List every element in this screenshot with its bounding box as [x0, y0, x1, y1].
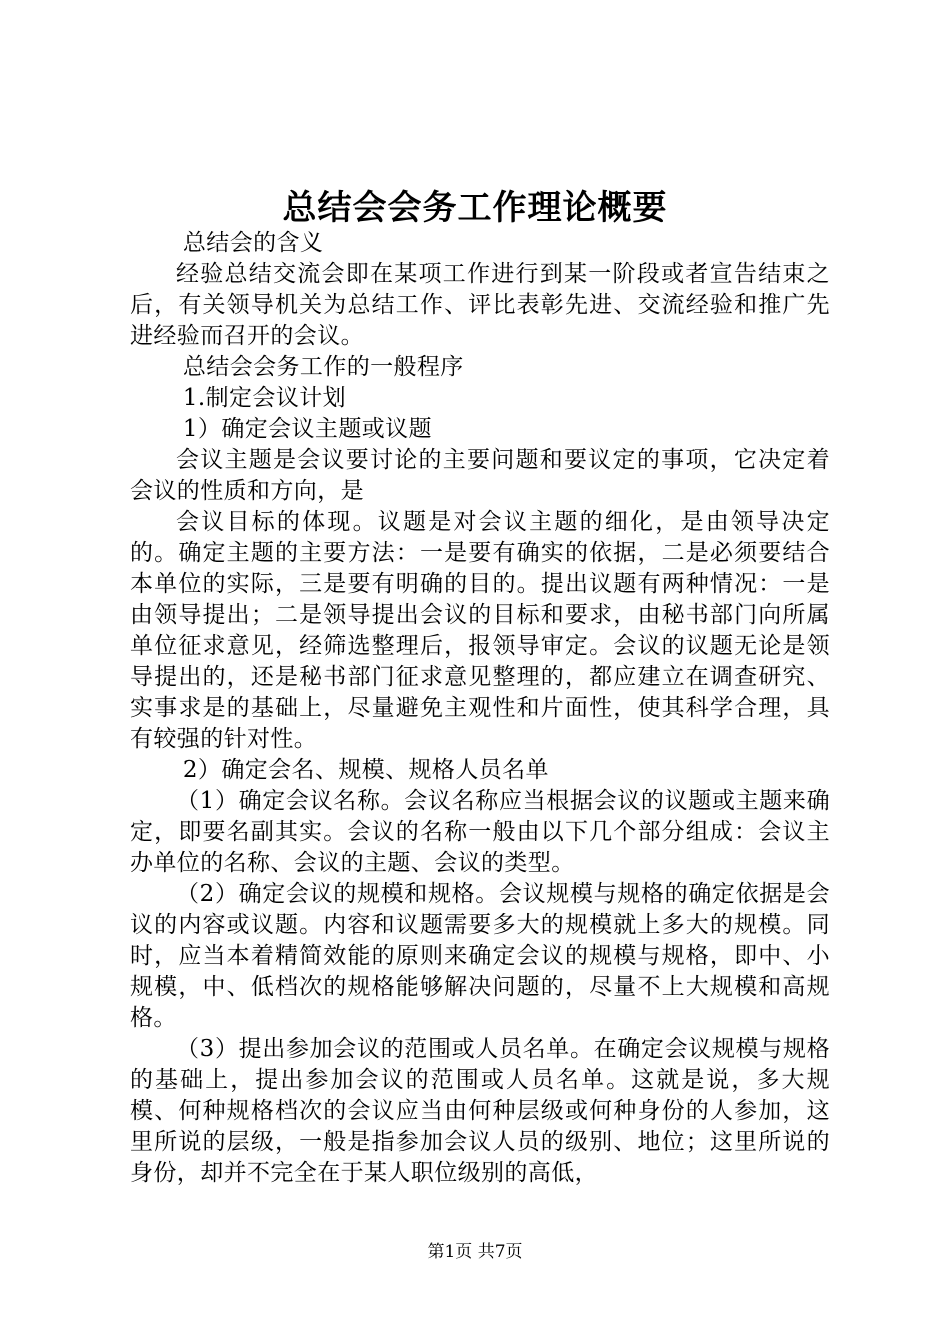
- document-title: 总结会会务工作理论概要: [282, 188, 668, 228]
- subheading-topic: 1）确定会议主题或议题: [182, 416, 432, 442]
- paragraph-definition: 经验总结交流会即在某项工作进行到某一阶段或者宣告结束之后，有关领导机关为总结工作、评比表彰先进、交流经验和推广先进经验而召开的会议。: [130, 261, 830, 349]
- section-heading-procedure: 总结会会务工作的一般程序: [182, 354, 464, 380]
- paragraph-topic-intro: 会议主题是会议要讨论的主要问题和要议定的事项，它决定着会议的性质和方向，是: [130, 447, 830, 504]
- paragraph-meeting-scale: （2）确定会议的规模和规格。会议规模与规格的确定依据是会议的内容或议题。内容和议题需要多大的规模就上多大的规模。同时，应当本着精简效能的原则来确定会议的规模与规格，即中、小规模，中、低档次的规格能够解决问题的，尽量不上大规模和高规格。: [130, 881, 830, 1031]
- subheading-name-scale: 2）确定会名、规模、规格人员名单: [182, 757, 549, 783]
- paragraph-attendees: （3）提出参加会议的范围或人员名单。在确定会议规模与规格的基础上，提出参加会议的范围或人员名单。这就是说，多大规模、何种规格档次的会议应当由何种层级或何种身份的人参加，这里所说的层级，一般是指参加会议人员的级别、地位；这里所说的身份，却并不完全在于某人职位级别的高低，: [130, 1036, 830, 1186]
- document-body: [130, 228, 830, 1189]
- paragraph-topic-detail: 会议目标的体现。议题是对会议主题的细化，是由领导决定的。确定主题的主要方法：一是要有确实的依据，二是必须要结合本单位的实际，三是要有明确的目的。提出议题有两种情况：一是由领导提出；二是领导提出会议的目标和要求，由秘书部门向所属单位征求意见，经筛选整理后，报领导审定。会议的议题无论是领导提出的，还是秘书部门征求意见整理的，都应建立在调查研究、实事求是的基础上，尽量避免主观性和片面性，使其科学合理，具有较强的针对性。: [130, 509, 830, 752]
- subheading-plan: 1.制定会议计划: [182, 385, 347, 411]
- section-heading-meaning: 总结会的含义: [182, 230, 324, 256]
- page-footer: 第1页 共7页: [427, 1242, 523, 1262]
- paragraph-meeting-name: （1）确定会议名称。会议名称应当根据会议的议题或主题来确定，即要名副其实。会议的名称一般由以下几个部分组成：会议主办单位的名称、会议的主题、会议的类型。: [130, 788, 830, 876]
